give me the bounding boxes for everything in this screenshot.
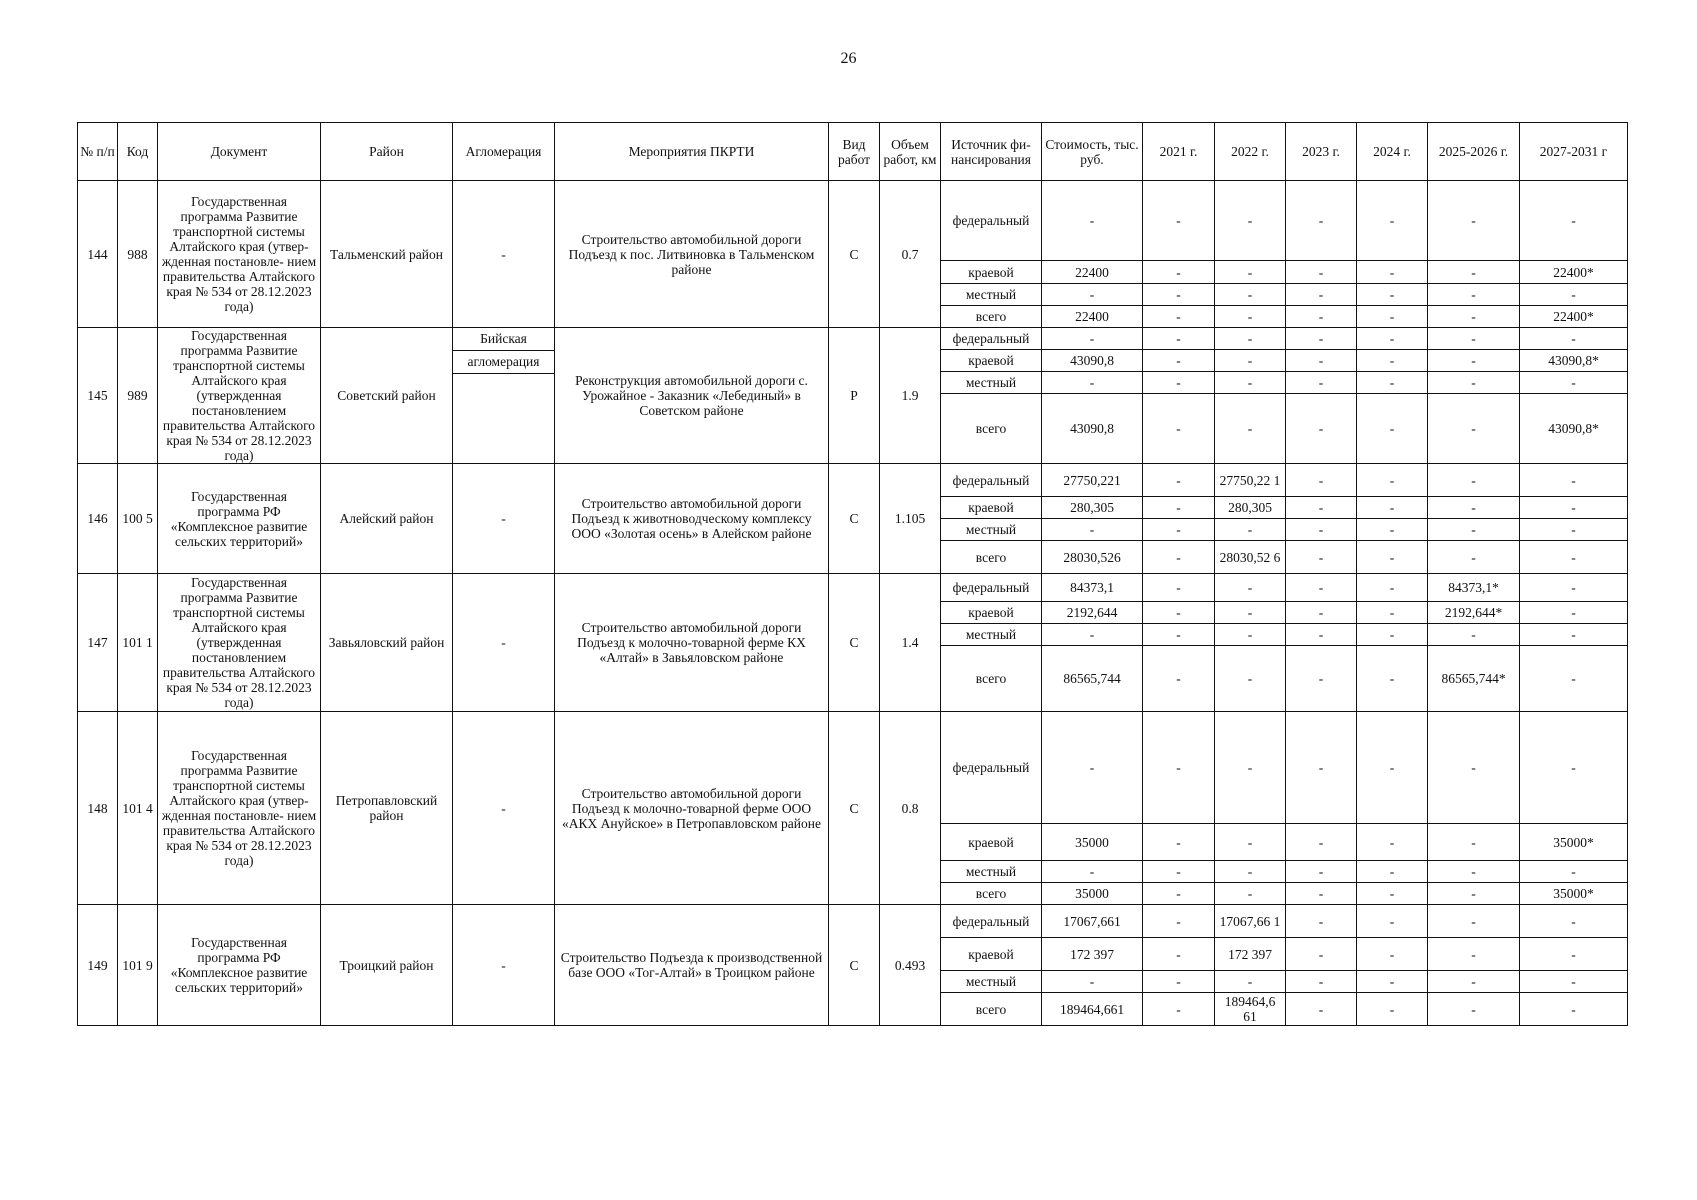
- row-volume: 0.8: [880, 712, 941, 905]
- row-volume: 1.105: [880, 464, 941, 574]
- fin-source: краевой: [941, 602, 1042, 624]
- row-volume: 1.9: [880, 328, 941, 464]
- fin-value: -: [1143, 181, 1215, 261]
- fin-source: федеральный: [941, 464, 1042, 497]
- fin-value: -: [1428, 306, 1520, 328]
- table-row: [78, 328, 1628, 350]
- row-district: Тальменский район: [321, 181, 453, 328]
- fin-value: -: [1357, 519, 1428, 541]
- fin-value: -: [1143, 306, 1215, 328]
- row-code: 100 5: [118, 464, 158, 574]
- fin-value: -: [1428, 624, 1520, 646]
- row-agglomeration: -: [453, 712, 555, 905]
- fin-value: -: [1286, 497, 1357, 519]
- fin-source: краевой: [941, 938, 1042, 971]
- fin-value: -: [1286, 824, 1357, 861]
- fin-value: -: [1143, 284, 1215, 306]
- fin-value: 28030,526: [1042, 541, 1143, 574]
- fin-value: -: [1520, 372, 1628, 394]
- fin-value: -: [1215, 712, 1286, 824]
- fin-value: -: [1042, 372, 1143, 394]
- fin-value: -: [1143, 883, 1215, 905]
- agglomeration-part: агломерация: [453, 351, 554, 374]
- row-district: Завьяловский район: [321, 574, 453, 712]
- fin-value: -: [1042, 519, 1143, 541]
- fin-value: 27750,22 1: [1215, 464, 1286, 497]
- fin-value: -: [1428, 519, 1520, 541]
- fin-value: -: [1143, 646, 1215, 712]
- fin-value: -: [1520, 181, 1628, 261]
- fin-value: -: [1520, 624, 1628, 646]
- fin-value: -: [1286, 905, 1357, 938]
- fin-value: -: [1215, 574, 1286, 602]
- row-document: Государственная программа Развитие транспортной системы Алтайского края (утвер- жденная постановле- нием правительства Алтайского края № 534 от 28.12.2023 года): [158, 181, 321, 328]
- fin-value: -: [1042, 861, 1143, 883]
- fin-value: -: [1215, 350, 1286, 372]
- header-2022: 2022 г.: [1215, 123, 1286, 181]
- fin-value: -: [1286, 602, 1357, 624]
- row-volume: 0.7: [880, 181, 941, 328]
- row-volume: 0.493: [880, 905, 941, 1026]
- fin-value: 28030,52 6: [1215, 541, 1286, 574]
- fin-value: -: [1428, 861, 1520, 883]
- fin-value: -: [1215, 602, 1286, 624]
- fin-value: 35000*: [1520, 824, 1628, 861]
- fin-value: -: [1357, 971, 1428, 993]
- fin-value: 172 397: [1215, 938, 1286, 971]
- fin-value: -: [1143, 464, 1215, 497]
- fin-value: -: [1215, 261, 1286, 284]
- fin-value: -: [1143, 938, 1215, 971]
- row-document: Государственная программа РФ «Комплексное развитие сельских территорий»: [158, 905, 321, 1026]
- fin-source: федеральный: [941, 905, 1042, 938]
- row-event: Строительство Подъезда к производственной базе ООО «Тог-Алтай» в Троицком районе: [555, 905, 829, 1026]
- fin-value: -: [1428, 284, 1520, 306]
- fin-value: 22400*: [1520, 306, 1628, 328]
- table-row: [78, 905, 1628, 938]
- fin-source: местный: [941, 624, 1042, 646]
- row-work-type: С: [829, 181, 880, 328]
- fin-value: -: [1520, 861, 1628, 883]
- fin-value: -: [1286, 284, 1357, 306]
- table-row: [78, 181, 1628, 261]
- fin-value: -: [1520, 574, 1628, 602]
- row-work-type: С: [829, 712, 880, 905]
- header-row: [78, 123, 1628, 181]
- fin-value: -: [1520, 905, 1628, 938]
- program-table: [77, 122, 1628, 1026]
- fin-value: -: [1143, 993, 1215, 1026]
- fin-value: -: [1357, 328, 1428, 350]
- fin-value: -: [1042, 181, 1143, 261]
- fin-value: -: [1215, 181, 1286, 261]
- header-2025-2026: 2025-2026 г.: [1428, 123, 1520, 181]
- table-row: [78, 712, 1628, 824]
- row-number: 144: [78, 181, 118, 328]
- fin-value: -: [1357, 624, 1428, 646]
- row-number: 145: [78, 328, 118, 464]
- row-code: 989: [118, 328, 158, 464]
- fin-value: 189464,6 61: [1215, 993, 1286, 1026]
- fin-value: -: [1357, 372, 1428, 394]
- fin-value: -: [1042, 328, 1143, 350]
- fin-value: -: [1286, 181, 1357, 261]
- fin-value: -: [1428, 971, 1520, 993]
- fin-value: -: [1143, 905, 1215, 938]
- row-number: 147: [78, 574, 118, 712]
- fin-source: федеральный: [941, 574, 1042, 602]
- fin-value: -: [1357, 306, 1428, 328]
- fin-source: местный: [941, 372, 1042, 394]
- header-2021: 2021 г.: [1143, 123, 1215, 181]
- row-work-type: С: [829, 905, 880, 1026]
- fin-value: -: [1428, 372, 1520, 394]
- fin-value: 2192,644: [1042, 602, 1143, 624]
- fin-value: -: [1286, 394, 1357, 464]
- fin-value: -: [1215, 372, 1286, 394]
- agglomeration-part: Бийская: [453, 328, 554, 351]
- fin-value: -: [1143, 824, 1215, 861]
- header-2027-2031: 2027-2031 г: [1520, 123, 1628, 181]
- fin-value: -: [1286, 350, 1357, 372]
- fin-value: 189464,661: [1042, 993, 1143, 1026]
- fin-value: -: [1357, 602, 1428, 624]
- fin-source: федеральный: [941, 712, 1042, 824]
- header-volume: Объем работ, км: [880, 123, 941, 181]
- fin-value: 43090,8: [1042, 394, 1143, 464]
- fin-value: -: [1428, 328, 1520, 350]
- row-code: 101 4: [118, 712, 158, 905]
- fin-source: всего: [941, 646, 1042, 712]
- fin-value: -: [1143, 261, 1215, 284]
- fin-value: -: [1042, 712, 1143, 824]
- fin-value: -: [1357, 938, 1428, 971]
- fin-value: -: [1286, 306, 1357, 328]
- fin-value: -: [1286, 971, 1357, 993]
- fin-value: -: [1428, 905, 1520, 938]
- fin-value: -: [1520, 646, 1628, 712]
- header-agglomeration: Агломерация: [453, 123, 555, 181]
- row-agglomeration: -: [453, 905, 555, 1026]
- row-agglomeration: -: [453, 181, 555, 328]
- header-2024: 2024 г.: [1357, 123, 1428, 181]
- fin-value: -: [1520, 284, 1628, 306]
- fin-value: -: [1286, 372, 1357, 394]
- fin-value: 84373,1*: [1428, 574, 1520, 602]
- fin-value: 17067,66 1: [1215, 905, 1286, 938]
- fin-source: всего: [941, 993, 1042, 1026]
- fin-value: -: [1143, 574, 1215, 602]
- fin-value: 22400: [1042, 306, 1143, 328]
- row-work-type: С: [829, 464, 880, 574]
- fin-value: 43090,8: [1042, 350, 1143, 372]
- fin-value: 43090,8*: [1520, 350, 1628, 372]
- fin-value: 35000: [1042, 883, 1143, 905]
- fin-value: -: [1286, 261, 1357, 284]
- fin-value: -: [1428, 993, 1520, 1026]
- fin-value: -: [1357, 824, 1428, 861]
- fin-value: -: [1428, 261, 1520, 284]
- fin-value: -: [1143, 497, 1215, 519]
- row-district: Советский район: [321, 328, 453, 464]
- table-row: [78, 574, 1628, 602]
- header-code: Код: [118, 123, 158, 181]
- fin-value: -: [1215, 519, 1286, 541]
- row-document: Государственная программа Развитие транспортной системы Алтайского края (утвержденная постановлением правительства Алтайского края № 534 от 28.12.2023 года): [158, 328, 321, 464]
- row-event: Строительство автомобильной дороги Подъезд к молочно-товарной ферме ООО «АКХ Ануйское» в Петропавловском районе: [555, 712, 829, 905]
- fin-value: -: [1143, 602, 1215, 624]
- fin-value: -: [1520, 602, 1628, 624]
- fin-source: федеральный: [941, 181, 1042, 261]
- fin-value: -: [1357, 541, 1428, 574]
- row-event: Строительство автомобильной дороги Подъезд к пос. Литвиновка в Тальменском районе: [555, 181, 829, 328]
- fin-value: -: [1428, 181, 1520, 261]
- fin-value: 35000*: [1520, 883, 1628, 905]
- fin-source: местный: [941, 971, 1042, 993]
- row-number: 149: [78, 905, 118, 1026]
- fin-value: 172 397: [1042, 938, 1143, 971]
- fin-source: местный: [941, 284, 1042, 306]
- fin-value: -: [1357, 574, 1428, 602]
- fin-value: 86565,744: [1042, 646, 1143, 712]
- fin-value: -: [1042, 971, 1143, 993]
- header-document: Документ: [158, 123, 321, 181]
- fin-value: -: [1520, 993, 1628, 1026]
- fin-value: -: [1286, 541, 1357, 574]
- fin-value: 280,305: [1042, 497, 1143, 519]
- fin-value: -: [1143, 861, 1215, 883]
- fin-value: -: [1143, 712, 1215, 824]
- agglomeration-parts: [453, 328, 554, 374]
- fin-source: всего: [941, 541, 1042, 574]
- fin-value: -: [1143, 350, 1215, 372]
- fin-source: краевой: [941, 824, 1042, 861]
- header-event: Мероприятия ПКРТИ: [555, 123, 829, 181]
- fin-value: -: [1286, 861, 1357, 883]
- fin-value: -: [1357, 883, 1428, 905]
- page-number: 26: [840, 50, 857, 67]
- fin-value: 86565,744*: [1428, 646, 1520, 712]
- row-work-type: Р: [829, 328, 880, 464]
- fin-value: 27750,221: [1042, 464, 1143, 497]
- table-row: [78, 464, 1628, 497]
- fin-value: -: [1143, 372, 1215, 394]
- fin-value: -: [1286, 938, 1357, 971]
- row-number: 148: [78, 712, 118, 905]
- fin-value: -: [1143, 624, 1215, 646]
- fin-source: краевой: [941, 497, 1042, 519]
- header-2023: 2023 г.: [1286, 123, 1357, 181]
- fin-value: -: [1215, 883, 1286, 905]
- fin-value: 2192,644*: [1428, 602, 1520, 624]
- fin-value: -: [1286, 883, 1357, 905]
- row-document: Государственная программа РФ «Комплексное развитие сельских территорий»: [158, 464, 321, 574]
- fin-value: -: [1520, 971, 1628, 993]
- fin-value: -: [1215, 646, 1286, 712]
- fin-value: -: [1357, 394, 1428, 464]
- row-code: 101 9: [118, 905, 158, 1026]
- fin-value: 84373,1: [1042, 574, 1143, 602]
- fin-value: -: [1520, 712, 1628, 824]
- fin-value: -: [1520, 464, 1628, 497]
- fin-value: -: [1042, 284, 1143, 306]
- row-code: 101 1: [118, 574, 158, 712]
- fin-value: -: [1520, 938, 1628, 971]
- fin-value: -: [1428, 497, 1520, 519]
- fin-value: -: [1286, 328, 1357, 350]
- fin-value: 22400*: [1520, 261, 1628, 284]
- row-agglomeration: -: [453, 574, 555, 712]
- fin-value: -: [1286, 519, 1357, 541]
- fin-value: -: [1286, 574, 1357, 602]
- fin-value: -: [1215, 328, 1286, 350]
- row-code: 988: [118, 181, 158, 328]
- fin-value: -: [1143, 541, 1215, 574]
- fin-value: -: [1428, 883, 1520, 905]
- fin-value: -: [1286, 464, 1357, 497]
- fin-value: -: [1143, 971, 1215, 993]
- fin-source: всего: [941, 306, 1042, 328]
- fin-value: -: [1357, 646, 1428, 712]
- fin-value: -: [1520, 497, 1628, 519]
- fin-value: -: [1428, 464, 1520, 497]
- fin-value: -: [1286, 712, 1357, 824]
- fin-source: краевой: [941, 350, 1042, 372]
- fin-value: 22400: [1042, 261, 1143, 284]
- fin-source: местный: [941, 861, 1042, 883]
- fin-value: -: [1357, 861, 1428, 883]
- fin-value: 17067,661: [1042, 905, 1143, 938]
- fin-source: федеральный: [941, 328, 1042, 350]
- fin-value: -: [1357, 905, 1428, 938]
- fin-source: всего: [941, 394, 1042, 464]
- fin-value: 280,305: [1215, 497, 1286, 519]
- row-event: Строительство автомобильной дороги Подъезд к молочно-товарной ферме КХ «Алтай» в Завьяловском районе: [555, 574, 829, 712]
- fin-value: -: [1428, 541, 1520, 574]
- row-number: 146: [78, 464, 118, 574]
- fin-value: -: [1286, 646, 1357, 712]
- fin-value: -: [1428, 824, 1520, 861]
- fin-value: 43090,8*: [1520, 394, 1628, 464]
- fin-value: -: [1357, 993, 1428, 1026]
- fin-value: -: [1357, 464, 1428, 497]
- fin-source: всего: [941, 883, 1042, 905]
- fin-value: -: [1520, 328, 1628, 350]
- fin-value: -: [1286, 624, 1357, 646]
- fin-value: -: [1357, 712, 1428, 824]
- row-document: Государственная программа Развитие транспортной системы Алтайского края (утвержденная постановлением правительства Алтайского края № 534 от 28.12.2023 года): [158, 574, 321, 712]
- fin-value: -: [1143, 328, 1215, 350]
- fin-value: -: [1042, 624, 1143, 646]
- row-event: Строительство автомобильной дороги Подъезд к животноводческому комплексу ООО «Золотая осень» в Алейском районе: [555, 464, 829, 574]
- fin-value: -: [1428, 394, 1520, 464]
- row-agglomeration: [453, 328, 555, 464]
- fin-value: -: [1143, 394, 1215, 464]
- fin-value: -: [1428, 712, 1520, 824]
- row-document: Государственная программа Развитие транспортной системы Алтайского края (утвер- жденная постановле- нием правительства Алтайского края № 534 от 28.12.2023 года): [158, 712, 321, 905]
- header-district: Район: [321, 123, 453, 181]
- header-work-type: Вид работ: [829, 123, 880, 181]
- header-fin-source: Источник фи- нансирования: [941, 123, 1042, 181]
- row-district: Троицкий район: [321, 905, 453, 1026]
- row-volume: 1.4: [880, 574, 941, 712]
- fin-value: -: [1215, 861, 1286, 883]
- row-agglomeration: -: [453, 464, 555, 574]
- header-num: № п/п: [78, 123, 118, 181]
- fin-value: -: [1357, 261, 1428, 284]
- fin-value: -: [1520, 541, 1628, 574]
- fin-value: -: [1286, 993, 1357, 1026]
- fin-value: -: [1357, 497, 1428, 519]
- fin-value: -: [1215, 971, 1286, 993]
- row-district: Алейский район: [321, 464, 453, 574]
- fin-value: -: [1357, 181, 1428, 261]
- fin-value: -: [1357, 350, 1428, 372]
- row-work-type: С: [829, 574, 880, 712]
- fin-value: -: [1428, 350, 1520, 372]
- fin-value: 35000: [1042, 824, 1143, 861]
- fin-value: -: [1357, 284, 1428, 306]
- fin-source: местный: [941, 519, 1042, 541]
- fin-value: -: [1520, 519, 1628, 541]
- header-cost: Стоимость, тыс. руб.: [1042, 123, 1143, 181]
- fin-value: -: [1215, 306, 1286, 328]
- fin-value: -: [1215, 824, 1286, 861]
- fin-value: -: [1143, 519, 1215, 541]
- fin-value: -: [1428, 938, 1520, 971]
- fin-value: -: [1215, 394, 1286, 464]
- fin-value: -: [1215, 284, 1286, 306]
- row-event: Реконструкция автомобильной дороги с. Урожайное - Заказник «Лебединый» в Советском районе: [555, 328, 829, 464]
- row-district: Петропавловский район: [321, 712, 453, 905]
- fin-source: краевой: [941, 261, 1042, 284]
- fin-value: -: [1215, 624, 1286, 646]
